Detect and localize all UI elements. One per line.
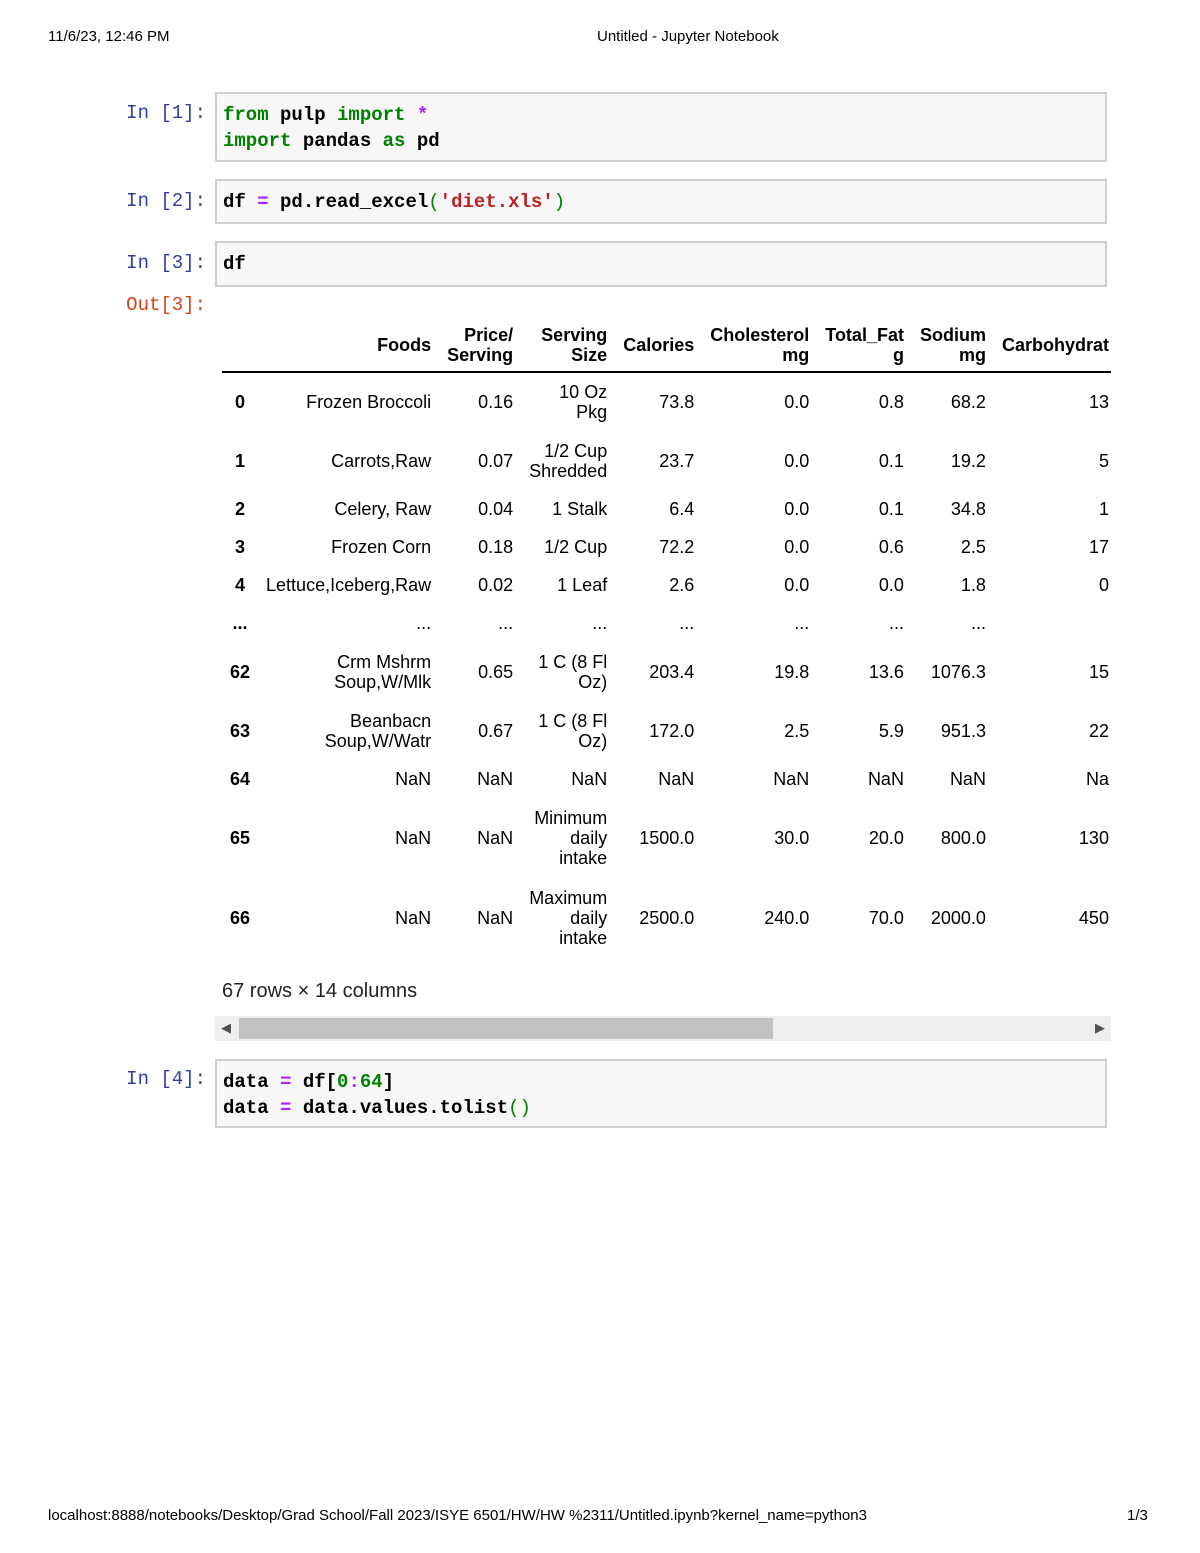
table-cell: NaN	[395, 769, 432, 789]
cell-4-code[interactable]: data = df[0:64] data = data.values.tolist()	[215, 1059, 1107, 1128]
dataframe-table	[222, 318, 1111, 958]
table-row	[222, 431, 1111, 490]
scroll-left-icon[interactable]: ◀	[221, 1020, 231, 1035]
table-cell: 19.2	[950, 450, 986, 471]
cell-2-prompt: In [2]:	[126, 190, 206, 212]
table-cell: 0.0	[878, 575, 904, 595]
table-cell: ...	[592, 613, 608, 633]
table-cell: 19.8	[774, 661, 810, 682]
row-index: 66	[230, 908, 251, 928]
table-cell: ...	[888, 613, 904, 633]
table-row-ellipsis	[222, 604, 1111, 642]
table-cell: 0.8	[878, 392, 904, 412]
table-cell: 0.1	[878, 450, 904, 471]
table-cell: 0.0	[784, 499, 810, 519]
table-cell: 1 C (8 Fl Oz)	[538, 710, 608, 751]
table-cell: 0.07	[478, 450, 514, 471]
table-cell: Crm Mshrm Soup,W/Mlk	[334, 651, 432, 692]
table-cell: 0.16	[478, 392, 514, 412]
table-cell: 1 C (8 Fl Oz)	[538, 651, 608, 692]
table-cell: 0.67	[478, 720, 514, 741]
cell-3-prompt: In [3]:	[126, 252, 206, 274]
table-row	[222, 760, 1111, 798]
print-title: Untitled - Jupyter Notebook	[597, 28, 779, 45]
row-index: 62	[230, 661, 251, 682]
table-cell: ...	[794, 613, 810, 633]
table-cell: NaN	[867, 769, 904, 789]
col-header: Cholesterol mg	[702, 318, 817, 372]
table-cell: 13	[1088, 392, 1109, 412]
table-cell: 70.0	[868, 908, 904, 928]
horizontal-scrollbar[interactable]	[215, 1016, 1111, 1041]
table-cell: 0.0	[784, 450, 810, 471]
table-row	[222, 566, 1111, 604]
table-cell: 951.3	[940, 720, 986, 741]
cell-1-prompt: In [1]:	[126, 102, 206, 124]
table-cell: 5	[1098, 450, 1109, 471]
table-cell: 0.1	[878, 499, 904, 519]
table-cell: 130	[1078, 828, 1109, 848]
table-cell: NaN	[477, 828, 514, 848]
table-cell: 73.8	[659, 392, 695, 412]
table-cell: 1 Leaf	[557, 575, 608, 595]
table-cell: Beanbacn Soup,W/Watr	[324, 710, 432, 751]
table-cell: Frozen Corn	[331, 537, 432, 557]
table-cell: Celery, Raw	[334, 499, 432, 519]
table-cell: 1/2 Cup Shredded	[529, 440, 608, 481]
table-cell: 2000.0	[930, 908, 986, 928]
table-cell: ...	[416, 613, 432, 633]
table-cell: NaN	[773, 769, 810, 789]
table-cell: 0	[1098, 575, 1109, 595]
table-cell: 0.0	[784, 537, 810, 557]
table-cell: NaN	[395, 828, 432, 848]
table-cell: 2.5	[960, 537, 986, 557]
col-header: Total_Fat g	[817, 318, 912, 372]
scroll-right-icon[interactable]: ▶	[1095, 1020, 1105, 1035]
table-cell: Maximum daily intake	[529, 888, 608, 948]
table-cell: NaN	[395, 908, 432, 928]
table-cell: 0.6	[878, 537, 904, 557]
table-cell: 1	[1098, 499, 1109, 519]
table-cell: 2.6	[669, 575, 695, 595]
table-cell: ...	[679, 613, 695, 633]
col-header: Price/ Serving	[439, 318, 521, 372]
row-index: ...	[232, 613, 248, 633]
table-cell: 1076.3	[930, 661, 986, 682]
table-cell: 800.0	[940, 828, 986, 848]
table-cell: Lettuce,Iceberg,Raw	[266, 575, 432, 595]
scrollbar-thumb[interactable]	[239, 1018, 773, 1039]
table-cell: NaN	[658, 769, 695, 789]
table-cell: ...	[970, 613, 986, 633]
table-cell: 0.0	[784, 392, 810, 412]
col-header: Serving Size	[521, 318, 615, 372]
table-row	[222, 528, 1111, 566]
table-cell: Na	[1085, 769, 1109, 789]
table-cell: 13.6	[868, 661, 904, 682]
cell-4-prompt: In [4]:	[126, 1068, 206, 1090]
table-cell: 72.2	[659, 537, 695, 557]
table-cell: 23.7	[659, 450, 695, 471]
table-cell: 0.0	[784, 575, 810, 595]
table-row	[222, 798, 1111, 878]
table-cell: NaN	[477, 769, 514, 789]
table-cell	[994, 604, 1111, 642]
table-cell: NaN	[571, 769, 608, 789]
table-cell: 172.0	[649, 720, 695, 741]
table-cell: 15	[1088, 661, 1109, 682]
col-header: Sodium mg	[912, 318, 994, 372]
table-cell: ...	[498, 613, 514, 633]
dataframe-shape: 67 rows × 14 columns	[222, 980, 418, 1002]
row-index: 64	[230, 769, 251, 789]
row-index: 63	[230, 720, 251, 741]
table-cell: 30.0	[774, 828, 810, 848]
col-header: Carbohydrat	[994, 318, 1111, 372]
cell-2-code[interactable]: df = pd.read_excel('diet.xls')	[215, 179, 1107, 224]
table-cell: 1500.0	[639, 828, 695, 848]
table-cell: 1 Stalk	[552, 499, 608, 519]
table-cell: 203.4	[649, 661, 695, 682]
row-index: 0	[235, 392, 246, 412]
table-cell: NaN	[949, 769, 986, 789]
table-cell: 0.18	[478, 537, 514, 557]
table-row	[222, 701, 1111, 760]
table-cell: 34.8	[950, 499, 986, 519]
table-cell: 22	[1088, 720, 1109, 741]
row-index: 3	[235, 537, 246, 557]
table-cell: 2500.0	[639, 908, 695, 928]
row-index: 1	[235, 450, 246, 471]
print-url: localhost:8888/notebooks/Desktop/Grad School/Fall 2023/ISYE 6501/HW/HW %2311/Untitled.ipynb?kernel_name=python3	[48, 1507, 867, 1524]
col-header: Foods	[258, 318, 439, 372]
page-number: 1/3	[1127, 1507, 1148, 1524]
table-cell: 5.9	[878, 720, 904, 741]
table-cell: Carrots,Raw	[331, 450, 432, 471]
table-cell: 0.65	[478, 661, 514, 682]
output-prompt: Out[3]:	[126, 294, 206, 316]
table-cell: 1.8	[960, 575, 986, 595]
col-header: Calories	[615, 318, 702, 372]
table-row	[222, 490, 1111, 528]
table-cell: NaN	[477, 908, 514, 928]
table-cell: Minimum daily intake	[534, 808, 608, 868]
table-cell: 6.4	[669, 499, 695, 519]
index-header	[222, 318, 258, 372]
table-cell: Frozen Broccoli	[306, 392, 432, 412]
table-cell: 240.0	[764, 908, 810, 928]
cell-3-code[interactable]: df	[215, 241, 1107, 287]
table-cell: 10 Oz Pkg	[559, 382, 608, 422]
table-row	[222, 372, 1111, 431]
table-cell: 68.2	[950, 392, 986, 412]
table-row	[222, 642, 1111, 701]
print-datetime: 11/6/23, 12:46 PM	[48, 28, 170, 45]
row-index: 65	[230, 828, 251, 848]
table-row	[222, 878, 1111, 958]
table-cell: 20.0	[868, 828, 904, 848]
table-cell: 0.04	[478, 499, 514, 519]
cell-1-code[interactable]: from pulp import * import pandas as pd	[215, 92, 1107, 162]
table-cell: 17	[1088, 537, 1109, 557]
row-index: 2	[235, 499, 246, 519]
table-cell: 2.5	[784, 720, 810, 741]
table-cell: 1/2 Cup	[544, 537, 608, 557]
dataframe-output	[222, 318, 1111, 958]
row-index: 4	[235, 575, 246, 595]
table-cell: 0.02	[478, 575, 514, 595]
table-cell: 450	[1078, 908, 1109, 928]
